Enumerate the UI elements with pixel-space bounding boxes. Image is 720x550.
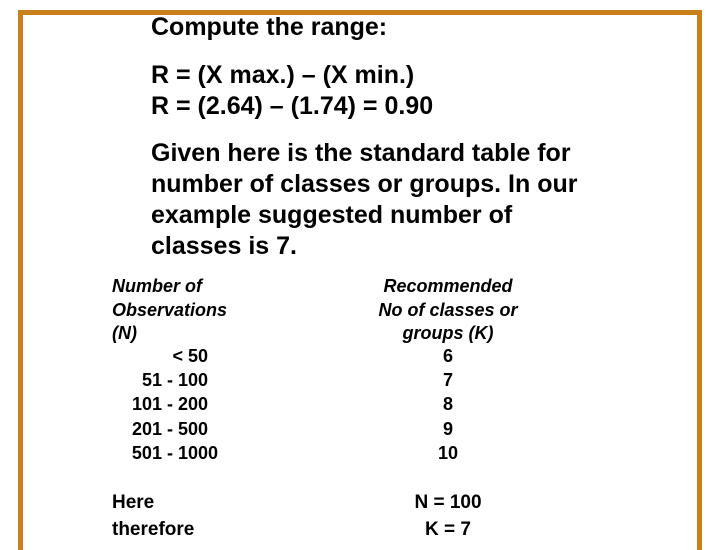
header-line: groups (K) — [402, 323, 494, 343]
table-cell: 6 — [442, 346, 453, 366]
table-cell: 8 — [442, 394, 453, 415]
table-cell: 201 - 500 — [131, 418, 208, 439]
table-cell: 51 - 100 — [141, 370, 208, 391]
description-paragraph — [151, 138, 577, 262]
paragraph-line: number of classes or groups. In our — [151, 170, 578, 198]
footer-right — [388, 489, 508, 543]
footer-line: Here — [112, 492, 155, 513]
col-classes-values — [398, 344, 498, 465]
paragraph-line: Given here is the standard table for — [151, 139, 571, 167]
formula-line: R = (X max.) – (X min.) — [151, 61, 415, 89]
footer-line: K = 7 — [425, 519, 471, 540]
header-line: Number of — [112, 276, 202, 296]
table-cell: < 50 — [172, 346, 208, 366]
header-line: No of classes or — [378, 299, 518, 320]
col-header-observations — [112, 275, 227, 346]
formula-line: R = (2.64) – (1.74) = 0.90 — [151, 92, 434, 120]
table-cell: 101 - 200 — [131, 394, 208, 415]
col-header-classes — [348, 275, 548, 346]
header-line: (N) — [112, 323, 137, 343]
slide-title: Compute the range: — [151, 13, 388, 41]
header-line: Recommended — [383, 276, 513, 296]
table-cell: 10 — [437, 442, 459, 463]
formula-block — [151, 60, 433, 122]
footer-left — [112, 489, 194, 543]
footer-line: therefore — [112, 519, 195, 540]
footer-line: N = 100 — [414, 492, 482, 513]
header-line: Observations — [112, 299, 228, 320]
col-observations-values — [100, 344, 218, 465]
paragraph-line: classes is 7. — [151, 232, 297, 260]
table-cell: 9 — [442, 418, 453, 439]
paragraph-line: example suggested number of — [151, 201, 513, 229]
table-cell: 501 - 1000 — [131, 442, 218, 463]
table-cell: 7 — [442, 370, 453, 391]
